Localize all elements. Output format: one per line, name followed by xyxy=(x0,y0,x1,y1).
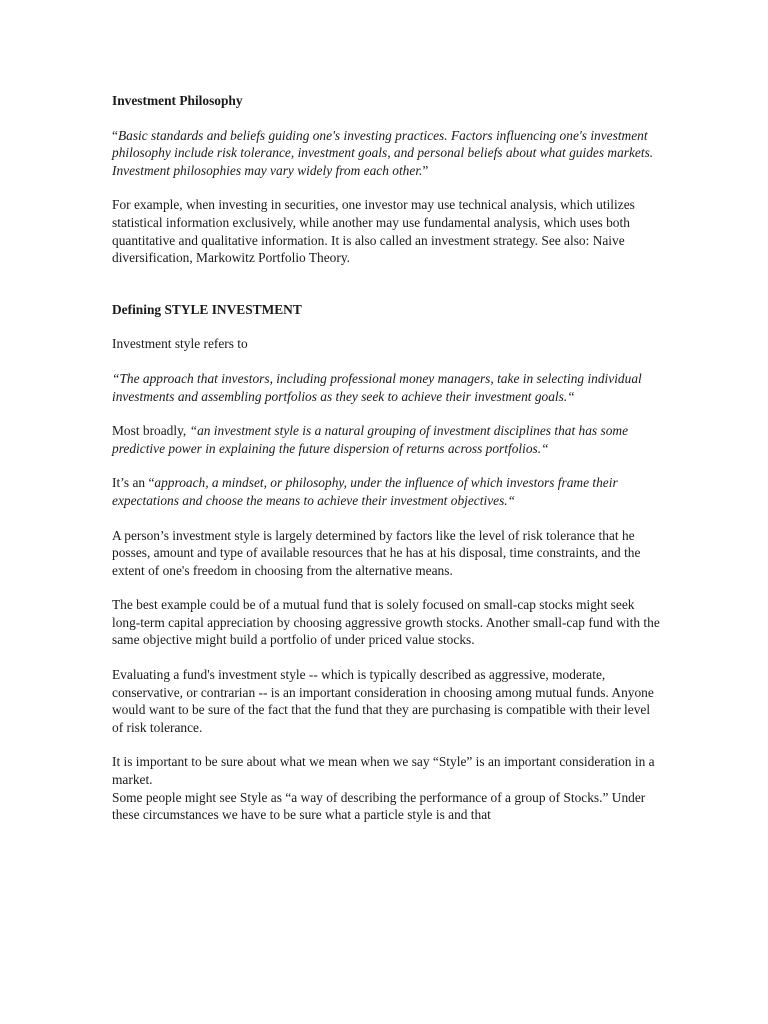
heading-defining-style-investment: Defining STYLE INVESTMENT xyxy=(112,301,302,317)
its-an-quote: approach, a mindset, or philosophy, under the influence of which investors frame their expectations and choose the means to achieve their investment objectives.“ xyxy=(112,475,618,508)
most-broadly-quote: “an investment style is a natural grouping of investment disciplines that has some predictive power in explaining the future dispersion of returns across portfolios.“ xyxy=(112,423,629,456)
quote-open-mark: “ xyxy=(112,127,118,143)
quote-close-mark: ” xyxy=(422,162,429,178)
heading-investment-philosophy: Investment Philosophy xyxy=(112,93,243,108)
philosophy-example-paragraph: For example, when investing in securities, one investor may use technical analysis, which utilizes statistical information exclusively, while another may use fundamental analysis, which uses both quantitative and qualitative information. It is also called an investment strategy. See also: Naive diversification, Markowitz Portfolio Theory. xyxy=(112,197,635,266)
mutual-fund-example-paragraph: The best example could be of a mutual fund that is solely focused on small-cap stocks might seek long-term capital appreciation by choosing aggressive growth stocks. Another small-cap fund with the same objective might build a portfolio of under priced value stocks. xyxy=(112,597,660,648)
style-importance-paragraph: It is important to be sure about what we mean when we say “Style” is an important consideration in a market. xyxy=(112,754,655,788)
style-definition-quote xyxy=(112,370,660,405)
style-intro-paragraph: Investment style refers to xyxy=(112,336,248,352)
evaluating-style-paragraph: Evaluating a fund's investment style -- which is typically described as aggressive, moderate, conservative, or contrarian -- is an important consideration in choosing among mutual funds. Anyone would want to be sure of the fact that the fund that they are purchasing is compatible with their level of risk tolerance. xyxy=(112,667,654,735)
its-an-prefix: It’s an “ xyxy=(112,475,155,491)
philosophy-definition-quote xyxy=(112,127,660,180)
some-people-paragraph: Some people might see Style as “a way of describing the performance of a group of Stocks.” Under these circumstances we have to be sure what a particle style is and that xyxy=(112,789,646,823)
most-broadly-paragraph xyxy=(112,422,660,457)
person-style-paragraph: A person’s investment style is largely determined by factors like the level of risk tolerance that he posses, amount and type of available resources that he has at his disposal, time constraints, and the extent of one's freedom in choosing from the alternative means. xyxy=(112,527,641,578)
document-page xyxy=(112,92,660,824)
style-definition-quote-text: “The approach that investors, including professional money managers, take in selecting individual investments and assembling portfolios as they seek to achieve their investment goals.“ xyxy=(112,370,642,404)
most-broadly-prefix: Most broadly, xyxy=(112,423,190,439)
philosophy-quote-text: Basic standards and beliefs guiding one's investing practices. Factors influencing one's investment philosophy include risk tolerance, investment goals, and personal beliefs about what guides markets. Investment philosophies may vary widely from each other. xyxy=(112,127,654,178)
its-an-paragraph xyxy=(112,474,660,509)
